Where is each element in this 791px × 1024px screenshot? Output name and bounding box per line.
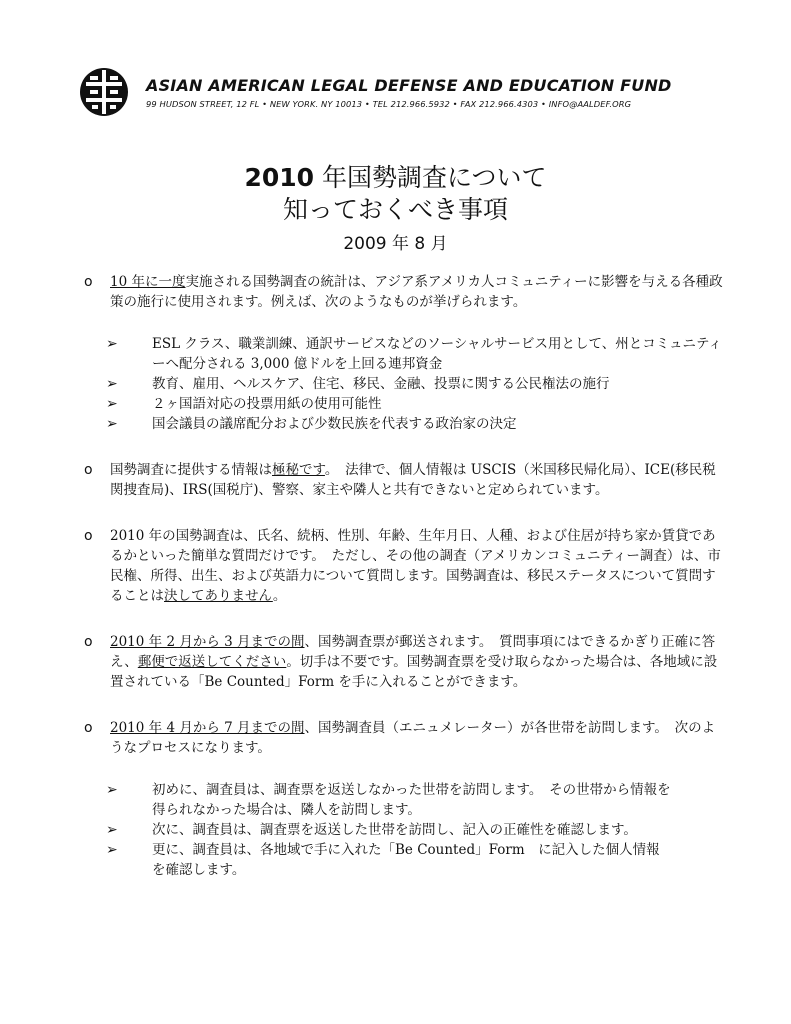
document-date: 2009 年 8 月 [343, 234, 448, 254]
sub-bullet-text: 更に、調査員は、各地域で手に入れた「Be Counted」Form に記入した個人情報を確認します。 [152, 842, 660, 878]
aaldef-logo-icon [78, 66, 130, 118]
paragraph-text: 、国勢調査票が郵送されます。 質問事項にはできるかぎり正確に答え、 [110, 634, 716, 670]
sub-bullet-item [84, 414, 724, 434]
paragraph-text: 実施される国勢調査の統計は、アジア系アメリカ人コミュニティーに影響を与える各種政策の施行に使用されます。例えば、次のようなものが挙げられます。 [110, 274, 723, 310]
bullet-marker: o [84, 462, 93, 478]
sub-bullet-text: 初めに、調査員は、調査票を返送しなかった世帯を訪問します。 その世帯から情報を得られなかった場合は、隣人を訪問します。 [152, 782, 671, 818]
underlined-text: 2010 年 2 月から 3 月までの間 [110, 634, 305, 650]
bullet-item-enumerators [84, 718, 724, 758]
sub-bullet-item [84, 820, 672, 840]
sub-bullet-item [84, 394, 724, 414]
bullet-marker: o [84, 634, 93, 650]
bullet-marker: o [84, 720, 93, 736]
sub-bullet-text: 次に、調査員は、調査票を返送した世帯を訪問し、記入の正確性を確認します。 [152, 822, 637, 838]
sub-bullet-item [84, 374, 724, 394]
underlined-text: 10 年に一度 [110, 274, 186, 290]
sub-bullet-item [84, 334, 724, 374]
bullet-item-confidentiality [84, 460, 724, 500]
underlined-text: 極秘です [272, 462, 325, 478]
title-year: 2010 [244, 163, 315, 192]
bullet-marker: o [84, 528, 93, 544]
underlined-text: 決してありません [164, 588, 273, 604]
arrow-bullet-icon: ➢ [106, 336, 118, 352]
arrow-bullet-icon: ➢ [106, 822, 118, 838]
letterhead [78, 66, 718, 122]
underlined-text: 郵便で返送してください [137, 654, 287, 670]
arrow-bullet-icon: ➢ [106, 376, 118, 392]
sub-bullet-item [84, 840, 672, 880]
paragraph-text: 。 法律で、個人情報は USCIS（米国移民帰化局）、ICE(移民税関捜査局)、IRS(国税庁)、警察、家主や隣人と共有できないと定められています。 [110, 462, 716, 498]
arrow-bullet-icon: ➢ [106, 782, 118, 798]
sub-bullet-text: 教育、雇用、ヘルスケア、住宅、移民、金融、投票に関する公民権法の施行 [152, 376, 610, 392]
sub-bullet-text: ESL クラス、職業訓練、通訳サービスなどのソーシャルサービス用として、州とコミュニティーへ配分される 3,000 億ドルを上回る連邦資金 [152, 336, 722, 372]
underlined-text: 2010 年 4 月から 7 月までの間 [110, 720, 305, 736]
paragraph-text: 2010 年の国勢調査は、氏名、続柄、性別、年齢、生年月日、人種、および住居が持ち家か賃貸であるかといった簡単な質問だけです。 ただし、その他の調査（アメリカンコミュニティー調査）は、市民権、所得、出生、および英語力について質問します。国勢調査は、移民ステータスについて質問することは [110, 528, 721, 604]
paragraph-text: 。 [272, 588, 287, 604]
sub-bullet-text: 国会議員の議席配分および少数民族を代表する政治家の決定 [152, 416, 517, 432]
sub-bullet-item [84, 780, 672, 820]
title-line-1-rest: 年国勢調査について [314, 163, 547, 192]
title-line-1 [0, 162, 791, 194]
sub-bullet-text: ２ヶ国語対応の投票用紙の使用可能性 [152, 396, 382, 412]
document-title [0, 162, 791, 254]
arrow-bullet-icon: ➢ [106, 842, 118, 858]
org-name: ASIAN AMERICAN LEGAL DEFENSE AND EDUCATION FUND [146, 76, 672, 95]
paragraph-text: 国勢調査に提供する情報は [110, 462, 272, 478]
bullet-item-mail-return [84, 632, 724, 692]
title-line-2: 知っておくべき事項 [282, 195, 508, 224]
org-address: 99 HUDSON STREET, 12 FL • NEW YORK. NY 10013 • TEL 212.966.5932 • FAX 212.966.4303 • INFO@AALDEF.ORG [146, 99, 632, 109]
arrow-bullet-icon: ➢ [106, 416, 118, 432]
bullet-marker: o [84, 274, 93, 290]
paragraph-text: 。切手は不要です。国勢調査票を受け取らなかった場合は、各地域に設置されている「Be Counted」Form を手に入れることができます。 [110, 654, 718, 690]
document-body [84, 272, 724, 880]
paragraph-text: 、国勢調査員（エニュメレーター）が各世帯を訪問します。 次のようなプロセスになります。 [110, 720, 716, 756]
bullet-item-census-uses [84, 272, 724, 312]
bullet-item-questions [84, 526, 724, 606]
arrow-bullet-icon: ➢ [106, 396, 118, 412]
